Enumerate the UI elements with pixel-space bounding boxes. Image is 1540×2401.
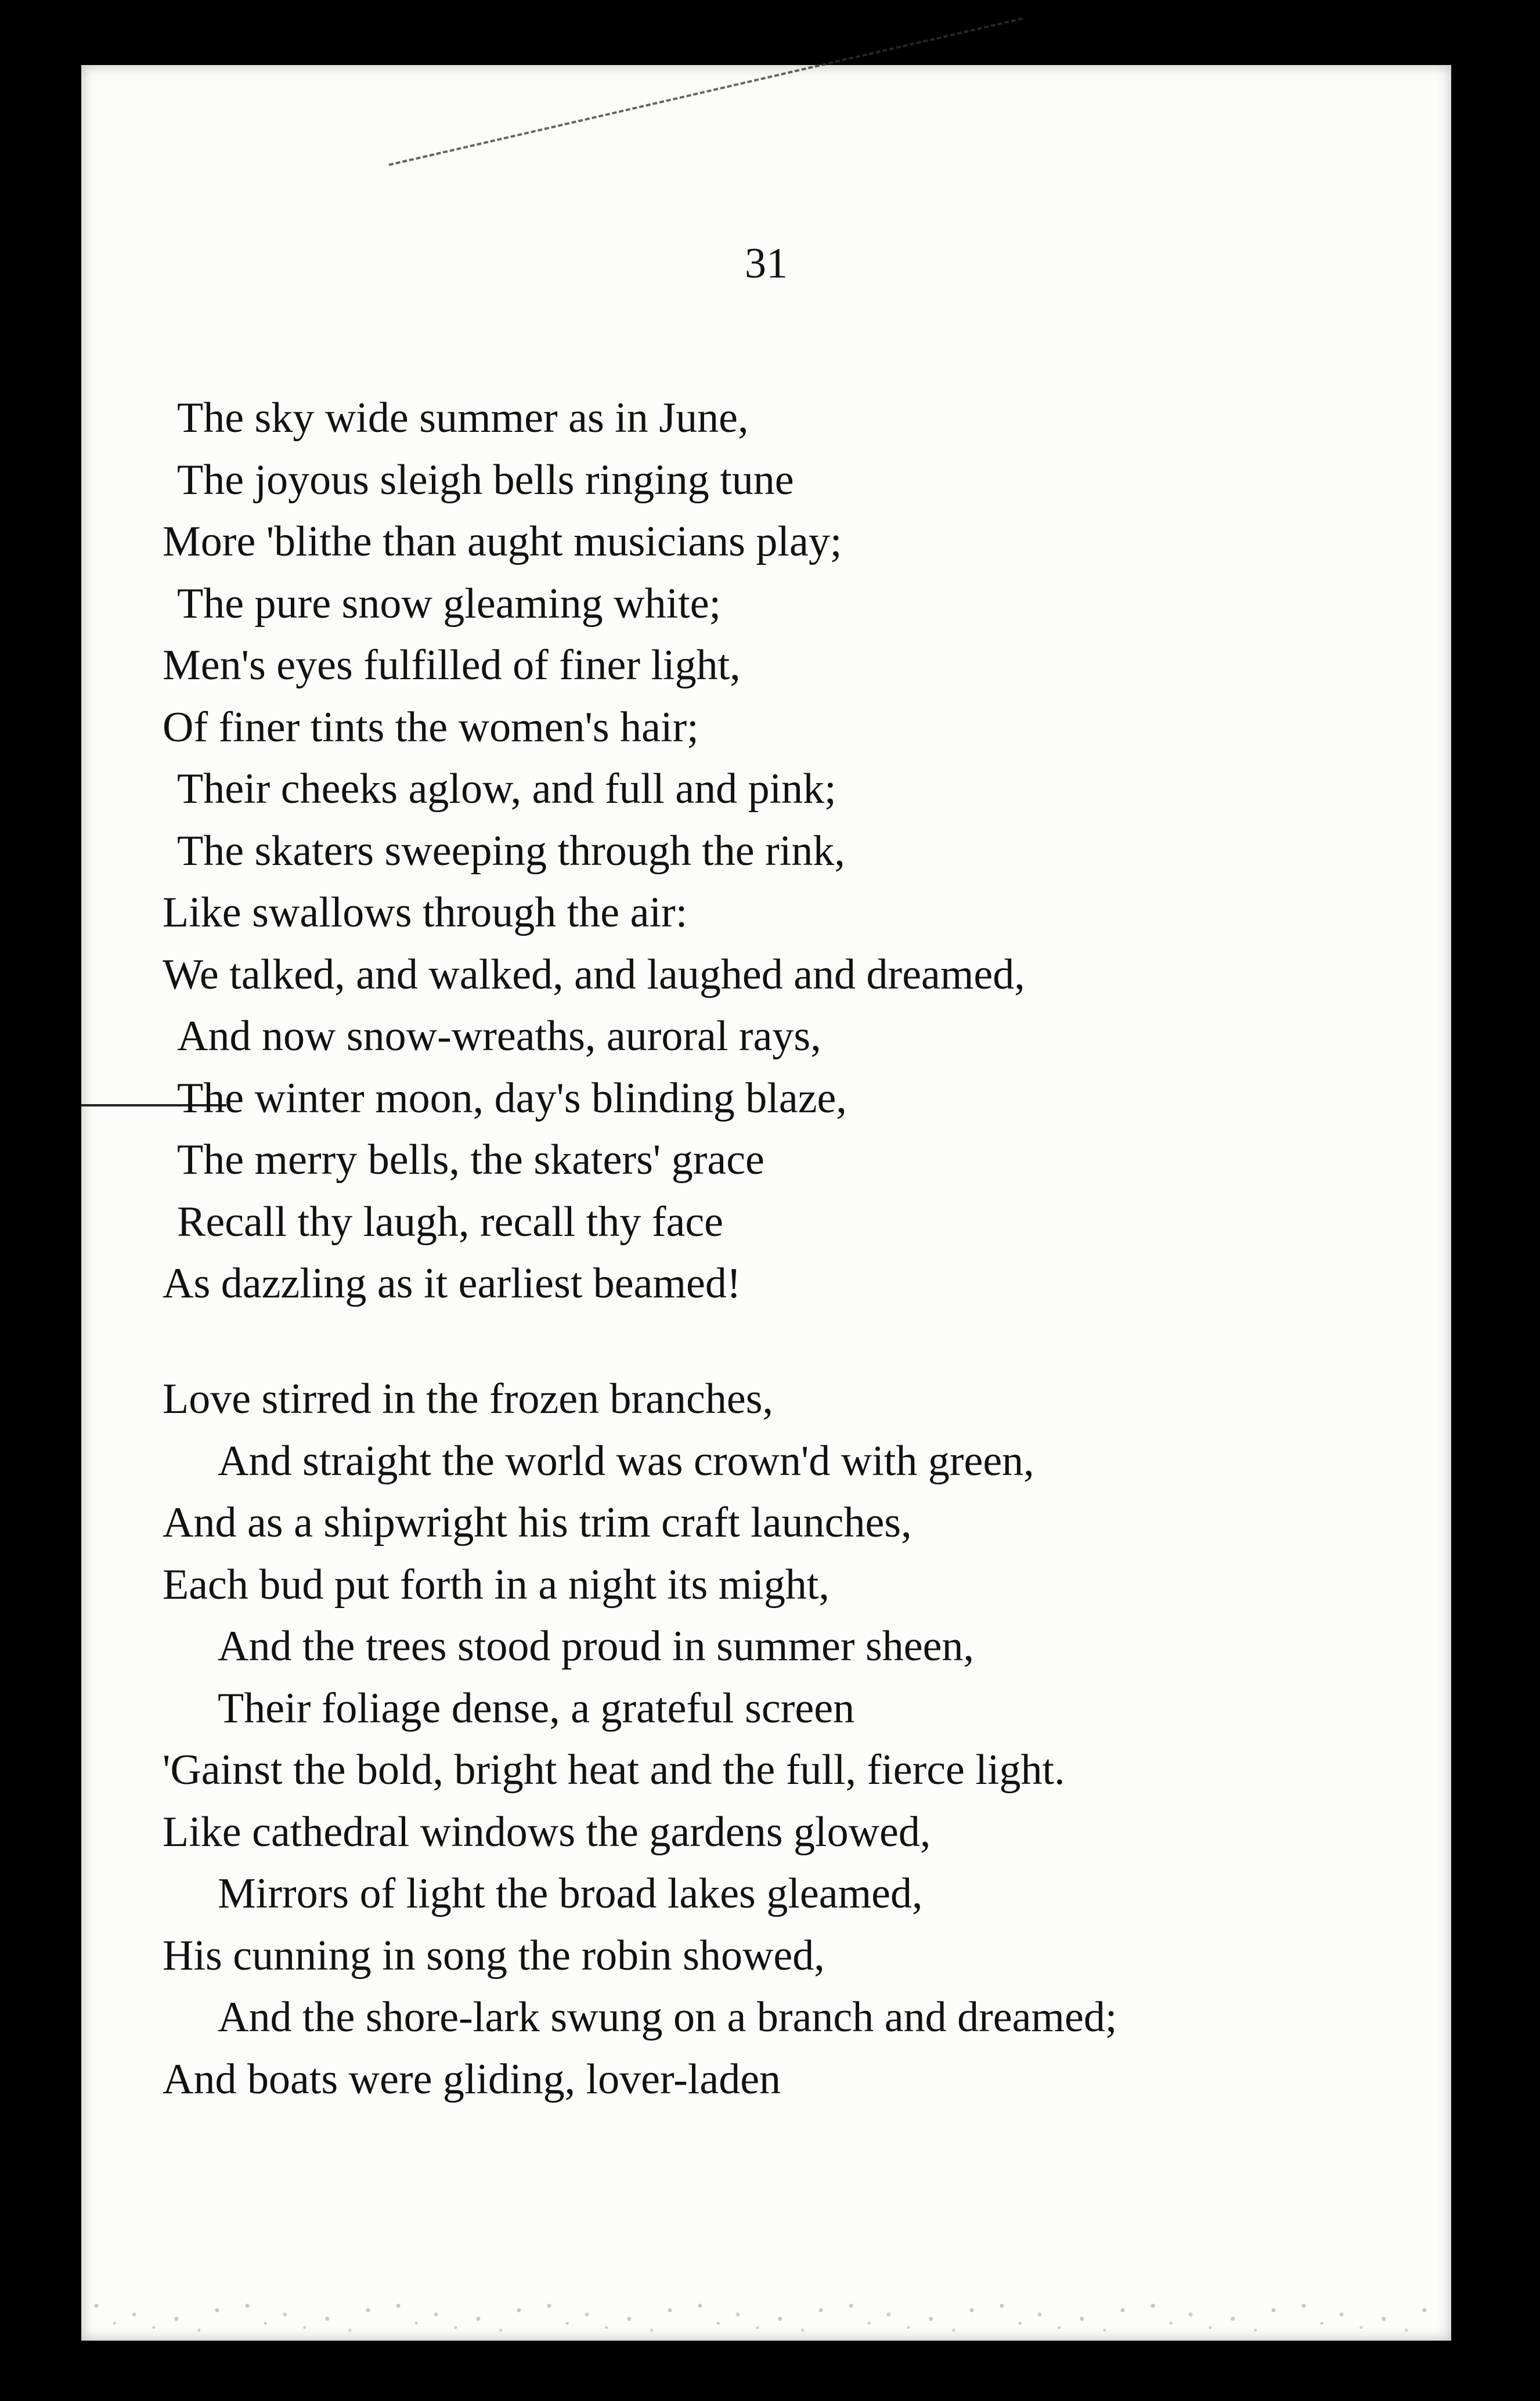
poem-line: The pure snow gleaming white;: [177, 579, 722, 628]
poem-line: 'Gainst the bold, bright heat and the full, fierce light.: [163, 1746, 1065, 1794]
book-page: [81, 65, 1451, 2341]
poem-line: Recall thy laugh, recall thy face: [177, 1198, 724, 1246]
poem-line: The joyous sleigh bells ringing tune: [177, 456, 794, 504]
poem-line: His cunning in song the robin showed,: [163, 1931, 825, 1980]
scan-bottom-edge-speckle: [81, 2254, 1451, 2341]
poem-line: Love stirred in the frozen branches,: [163, 1375, 774, 1423]
poem-line: Their foliage dense, a grateful screen: [218, 1684, 855, 1732]
poem-line: And the shore-lark swung on a branch and dreamed;: [218, 1993, 1117, 2041]
poem-line: As dazzling as it earliest beamed!: [163, 1260, 741, 1307]
page-number: 31: [745, 240, 788, 287]
poem-line: The merry bells, the skaters' grace: [177, 1136, 764, 1184]
poem-line: We talked, and walked, and laughed and dreamed,: [163, 950, 1025, 998]
poem-line: Mirrors of light the broad lakes gleamed,: [218, 1870, 923, 1917]
poem-line: And now snow-wreaths, auroral rays,: [177, 1012, 821, 1060]
poem-line: And boats were gliding, lover-laden: [163, 2055, 781, 2103]
poem-line: The sky wide summer as in June,: [177, 394, 749, 442]
poem-line: Each bud put forth in a night its might,: [163, 1560, 829, 1609]
poem-stanza-1: [81, 387, 1451, 1315]
scan-artifact-dashed-line: [389, 17, 1023, 166]
poem-stanza-2: [81, 1368, 1451, 2110]
poem-line: And as a shipwright his trim craft launches,: [163, 1499, 912, 1546]
poem-line: Of finer tints the women's hair;: [163, 703, 699, 751]
poem-line: The skaters sweeping through the rink,: [177, 827, 845, 875]
poem-line: The winter moon, day's blinding blaze,: [177, 1074, 847, 1122]
poem-line: Like cathedral windows the gardens glowed,: [163, 1808, 931, 1856]
poem-line: Men's eyes fulfilled of finer light,: [163, 641, 741, 689]
poem-line: Like swallows through the air:: [163, 889, 688, 936]
poem-line: And the trees stood proud in summer sheen,: [218, 1623, 974, 1670]
poem-line: Their cheeks aglow, and full and pink;: [177, 765, 836, 813]
poem-line: And straight the world was crown'd with green,: [218, 1437, 1034, 1485]
poem-line: More 'blithe than aught musicians play;: [163, 518, 842, 565]
